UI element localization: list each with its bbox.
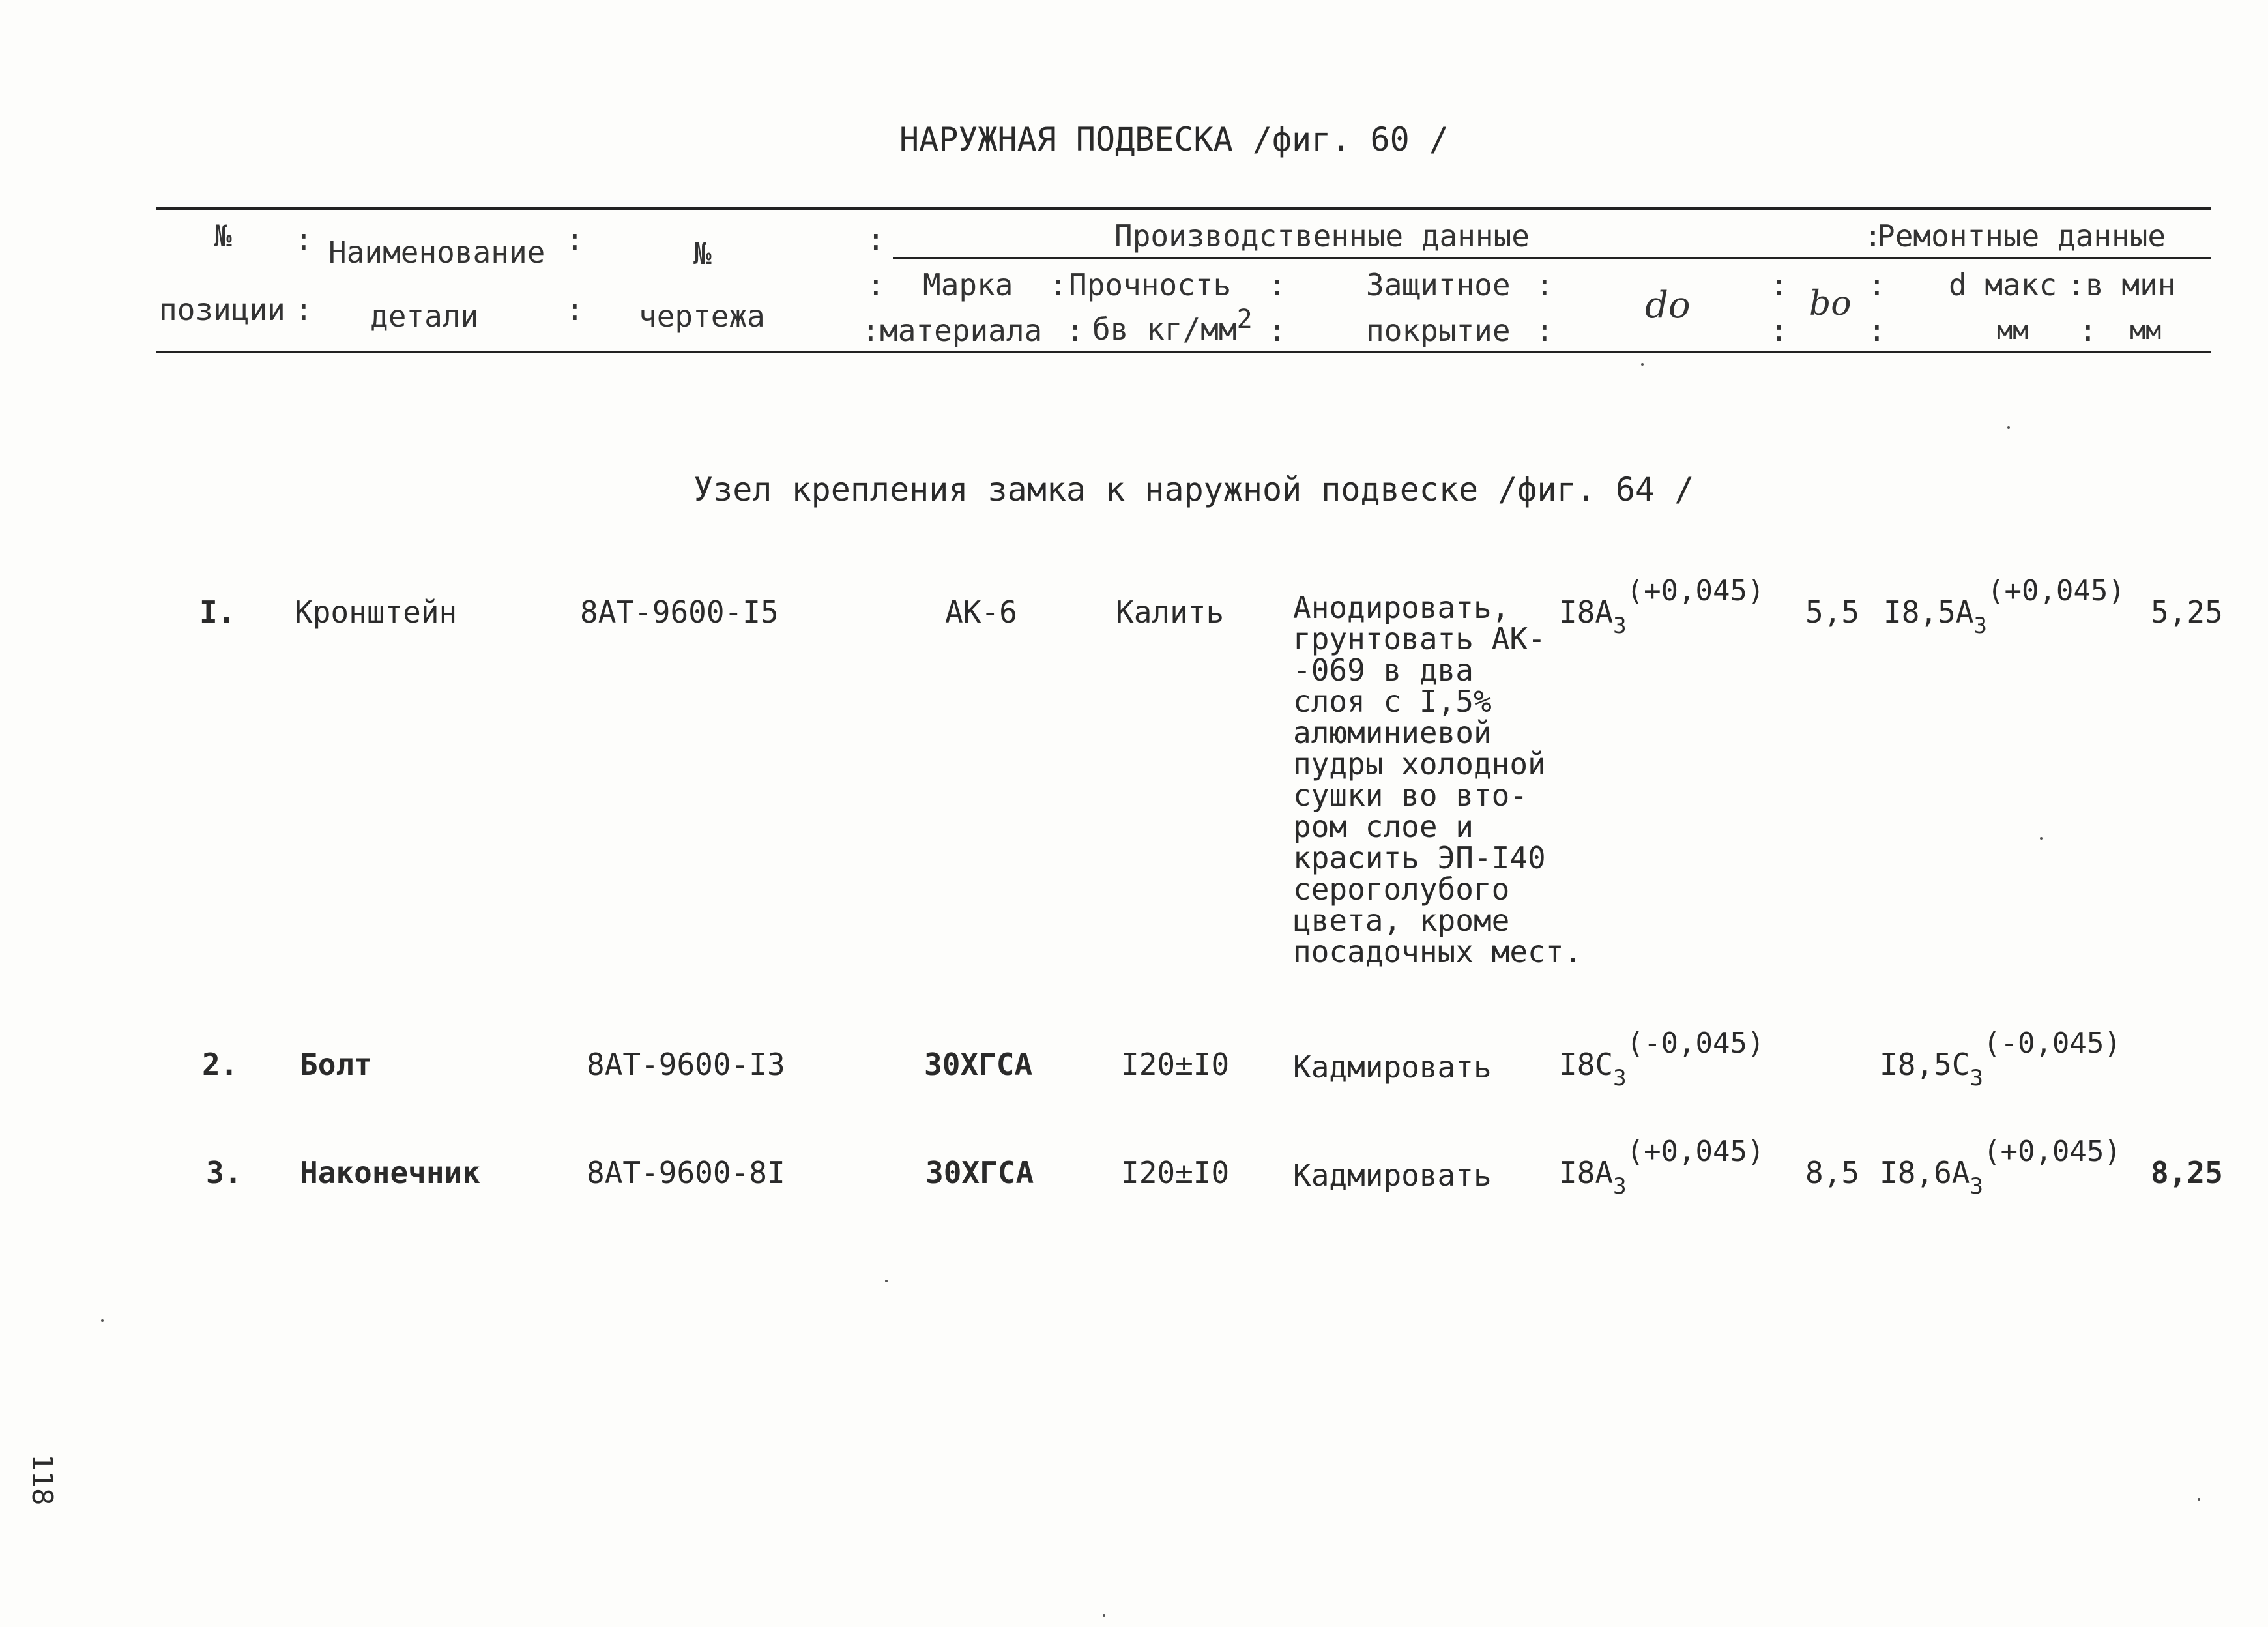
header-pos-line2: позиции (159, 292, 285, 327)
header-name-line2: детали (370, 299, 479, 334)
page-title: НАРУЖНАЯ ПОДВЕСКА /фиг. 60 / (899, 121, 1449, 158)
separator-colon: : (1268, 313, 1287, 348)
row-coating: Кадмировать (1293, 1049, 1492, 1085)
dmax-base: I8,6A (1880, 1155, 1970, 1190)
header-d0: do (1645, 284, 1691, 327)
d0-base: I8A (1559, 594, 1614, 630)
separator-colon: : (1770, 267, 1788, 302)
separator-colon: : (1535, 313, 1554, 348)
scan-speck (1103, 1614, 1105, 1617)
scan-speck (2198, 1498, 2200, 1501)
header-pos-line1: № (214, 218, 232, 254)
row-material: 30ХГСА (924, 1047, 1033, 1082)
row-bmin: 5,25 (2151, 594, 2223, 630)
header-drawing-line1: № (693, 236, 712, 271)
row-pos: 2. (202, 1047, 239, 1082)
separator-colon: : (2067, 267, 2086, 302)
row-strength: I20±I0 (1121, 1155, 1230, 1190)
dmax-sub: 3 (1970, 1173, 1983, 1199)
row-pos: 3. (206, 1155, 242, 1190)
production-group-rule (893, 257, 2211, 259)
header-b0: bo (1809, 284, 1852, 323)
scan-speck (1641, 363, 1644, 366)
header-production-group: Производственные данные (1114, 218, 1530, 254)
d0-sub: 3 (1613, 1173, 1627, 1199)
header-bmin-line1: в мин (2086, 267, 2176, 302)
separator-colon: : (867, 267, 885, 302)
row-strength: Калить (1116, 594, 1225, 630)
separator-colon: : (1066, 313, 1084, 348)
separator-colon: : (1535, 267, 1554, 302)
scan-speck (885, 1280, 888, 1282)
header-repair-group: Ремонтные данные (1877, 218, 2166, 254)
d0-base: I8C (1559, 1047, 1614, 1082)
d0-base: I8A (1559, 1155, 1614, 1190)
header-material-line1: Марка (923, 267, 1013, 302)
header-drawing-line2: чертежа (639, 299, 765, 334)
header-coating-line2: покрытие (1366, 313, 1511, 348)
row-strength: I20±I0 (1121, 1047, 1230, 1082)
page-number: 118 (25, 1454, 59, 1506)
header-top-rule (156, 207, 2211, 210)
separator-colon: : (2079, 313, 2097, 348)
row-coating: Кадмировать (1293, 1158, 1492, 1193)
row-name: Болт (300, 1047, 372, 1082)
separator-colon: : (1268, 267, 1287, 302)
row-b0: 8,5 (1805, 1155, 1860, 1190)
separator-colon: : (1868, 267, 1886, 302)
dmax-base: I8,5A (1883, 594, 1974, 630)
d0-sub: 3 (1613, 613, 1627, 639)
d0-tolerance: (+0,045) (1626, 574, 1765, 608)
separator-colon: : (862, 313, 880, 348)
header-strength-exp: 2 (1236, 304, 1253, 334)
d0-sub: 3 (1613, 1065, 1627, 1091)
separator-colon: : (295, 222, 313, 257)
separator-colon: : (1868, 313, 1886, 348)
row-drawing: 8АТ-9600-8I (587, 1155, 785, 1190)
header-dmax-line1: d макс (1949, 267, 2057, 302)
row-material: 30ХГСА (925, 1155, 1034, 1190)
header-dmax-line2: мм (1997, 315, 2029, 345)
header-bmin-line2: мм (2130, 315, 2162, 345)
row-d0 (1559, 574, 1765, 639)
row-pos: I. (199, 594, 236, 630)
separator-colon: : (1049, 267, 1068, 302)
separator-colon: : (867, 222, 885, 257)
scan-speck (2007, 426, 2010, 429)
separator-colon: : (295, 292, 313, 327)
dmax-tolerance: (+0,045) (1983, 1135, 2121, 1168)
scan-speck (101, 1319, 104, 1322)
d0-tolerance: (-0,045) (1626, 1027, 1765, 1060)
separator-colon: : (1770, 313, 1788, 348)
row-name: Наконечник (300, 1155, 480, 1190)
separator-colon: : (1864, 218, 1882, 254)
separator-colon: : (566, 222, 584, 257)
scan-speck (2040, 837, 2043, 840)
row-dmax (1883, 574, 2125, 639)
section-title: Узел крепления замка к наружной подвеске /фиг. 64 / (693, 471, 1694, 508)
header-strength-line1: Прочность (1069, 267, 1232, 302)
header-name-line1: Наименование (328, 235, 545, 270)
row-drawing: 8АТ-9600-I3 (587, 1047, 785, 1082)
dmax-sub: 3 (1973, 613, 1987, 639)
dmax-base: I8,5C (1880, 1047, 1970, 1082)
row-material: АК-6 (945, 594, 1017, 630)
dmax-tolerance: (-0,045) (1983, 1027, 2121, 1060)
dmax-tolerance: (+0,045) (1986, 574, 2125, 608)
header-bottom-rule (156, 351, 2211, 353)
row-drawing: 8АТ-9600-I5 (580, 594, 779, 630)
row-b0: 5,5 (1805, 594, 1860, 630)
row-name: Кронштейн (295, 594, 458, 630)
dmax-sub: 3 (1970, 1065, 1983, 1091)
row-coating: Анодировать, грунтовать АК- -069 в два слоя с I,5% алюминиевой пудры холодной сушки во вто- ром слое и красить ЭП-I40 сероголубого цвета, кроме посадочных мест. (1293, 590, 1582, 969)
row-d0 (1559, 1135, 1765, 1199)
header-strength-line2 (1092, 304, 1253, 347)
separator-colon: : (566, 292, 584, 327)
row-bmin: 8,25 (2151, 1155, 2223, 1190)
header-strength-units: бв кг/мм (1092, 312, 1237, 347)
row-dmax (1880, 1027, 2121, 1091)
header-material-line2: материала (880, 313, 1043, 348)
d0-tolerance: (+0,045) (1626, 1135, 1765, 1168)
row-d0 (1559, 1027, 1765, 1091)
row-dmax (1880, 1135, 2121, 1199)
header-coating-line1: Защитное (1366, 267, 1511, 302)
